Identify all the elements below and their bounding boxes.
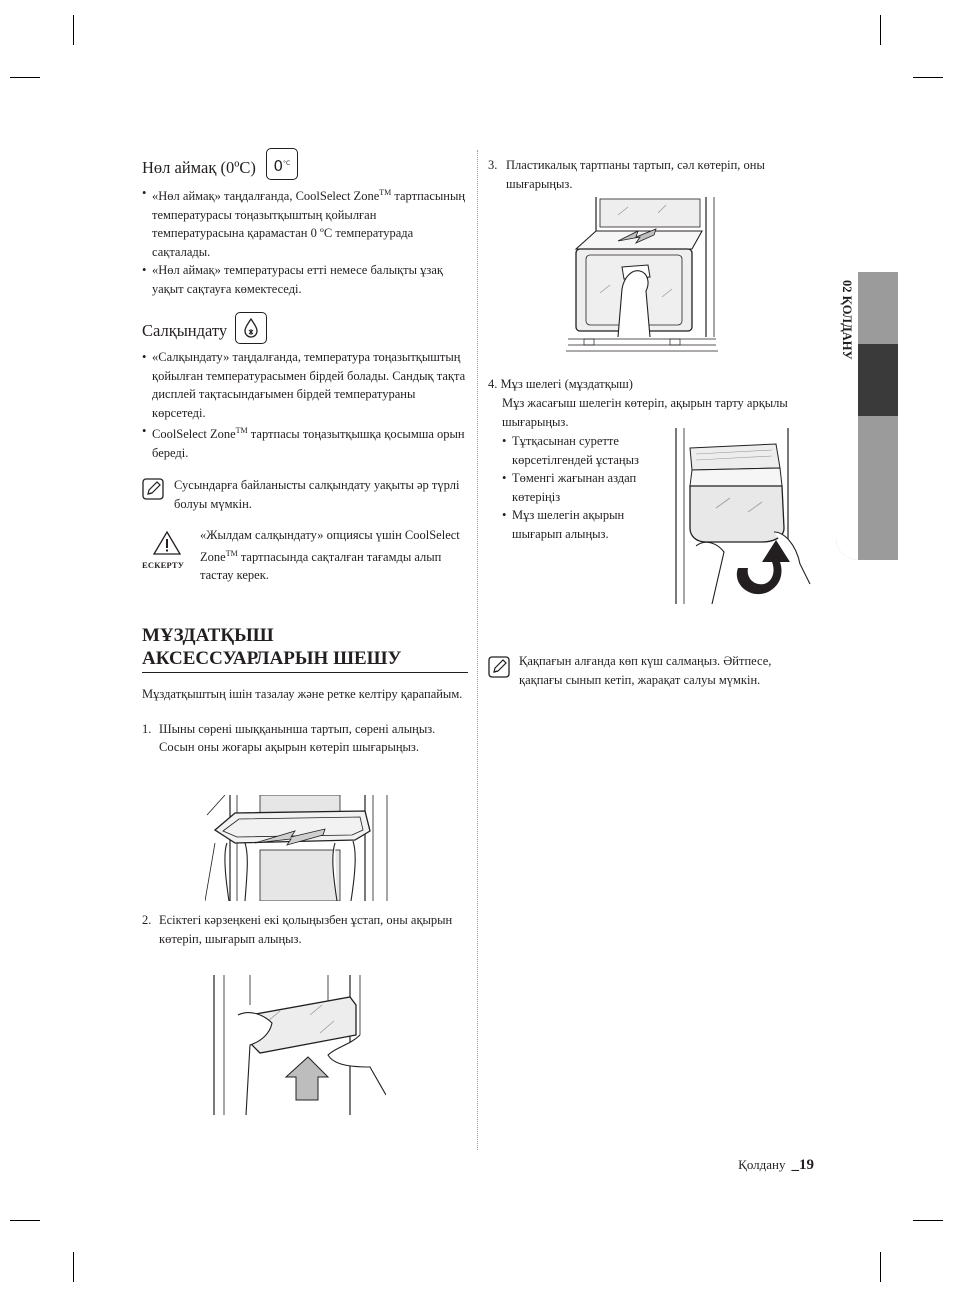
zero-zone-bullet-1-text-a: «Нөл аймақ» таңдалғанда, CoolSelect Zone bbox=[152, 189, 380, 204]
crop-mark bbox=[880, 1252, 881, 1282]
crop-mark bbox=[913, 1220, 943, 1221]
column-divider bbox=[477, 150, 478, 1150]
crop-mark bbox=[10, 77, 40, 78]
shelf-removal-illustration bbox=[205, 795, 391, 901]
section-intro: Мұздатқыштың ішін тазалау және ретке келтіру қарапайым. bbox=[142, 687, 463, 702]
chill-drop-icon bbox=[235, 312, 267, 344]
step-1 bbox=[142, 720, 468, 757]
trademark-sup: TM bbox=[225, 548, 238, 558]
zero-zone-section bbox=[142, 148, 468, 298]
step-2-number: 2. bbox=[142, 913, 152, 927]
note-block-1 bbox=[142, 476, 468, 516]
step-4-title: 4. Мұз шелегі (мұздатқыш) bbox=[488, 377, 633, 391]
drawer-removal-illustration bbox=[566, 197, 718, 355]
step-4-intro: Мұз жасағыш шелегін көтеріп, ақырын тарту арқылы шығарыңыз. bbox=[502, 396, 788, 429]
page-footer bbox=[640, 1156, 814, 1174]
crop-mark bbox=[913, 77, 943, 78]
zero-zone-bullet-1 bbox=[142, 184, 468, 261]
crop-mark bbox=[10, 1220, 40, 1221]
chill-bullet-2 bbox=[142, 422, 468, 462]
trademark-sup: TM bbox=[235, 426, 248, 436]
caution-block bbox=[142, 526, 468, 586]
step-1-text: Шыны сөрені шыққанынша тартып, сөрені алыңыз. Сосын оны жоғары ақырын көтеріп шығарыңыз. bbox=[159, 721, 436, 755]
note-block-2 bbox=[488, 652, 810, 712]
step-3 bbox=[488, 156, 824, 193]
chill-bullet-2-text-b: тартпасы тоңазытқышқа қосымша орын береді. bbox=[152, 427, 465, 460]
chill-bullet-1: • «Салқындату» таңдалғанда, температура тоңазытқыштың қойылған температурасымен бірдей болады. Сандық тақта дисплей тақтасындағымен бірдей температураны көрсетеді. bbox=[142, 348, 468, 422]
zero-zone-bullet-1-text-b: тартпасының температурасы тоңазытқыштың қойылған температурасына қарамастан 0 ºC температурада сақталады. bbox=[152, 189, 466, 259]
side-tab-active-block bbox=[858, 344, 898, 416]
door-basket-illustration bbox=[210, 975, 386, 1115]
step-1-number: 1. bbox=[142, 721, 152, 736]
page-number: _19 bbox=[791, 1157, 814, 1173]
crop-mark bbox=[73, 1252, 74, 1282]
chill-section bbox=[142, 312, 468, 462]
crop-mark bbox=[73, 15, 74, 45]
left-column bbox=[142, 148, 468, 757]
step-3-number: 3. bbox=[488, 158, 498, 172]
caution-text-a: «Жылдам салқындату» опциясы үшін CoolSelect Zone bbox=[200, 528, 460, 564]
step-4-bullet-1: • Тұтқасынан суретте көрсетілгендей ұстаңыз bbox=[502, 432, 654, 469]
zero-zone-heading: Нөл аймақ (0ºC) bbox=[142, 158, 256, 177]
side-tab bbox=[836, 272, 898, 560]
note-pencil-icon bbox=[142, 478, 164, 500]
section-title-line-1: МҰЗДАТҚЫШ bbox=[142, 625, 274, 647]
step-2 bbox=[142, 911, 468, 948]
zero-degree-icon bbox=[266, 148, 298, 180]
note-pencil-icon bbox=[488, 656, 510, 678]
step-2-text: Есіктегі кәрзеңкені екі қолыңызбен ұстап, оны ақырын көтеріп, шығарып алыңыз. bbox=[159, 913, 453, 946]
step-4-bullet-2: • Төменгі жағынан аздап көтеріңіз bbox=[502, 469, 654, 506]
step-4-bullet-3: • Мұз шелегін ақырын шығарып алыңыз. bbox=[502, 506, 654, 543]
crop-mark bbox=[880, 15, 881, 45]
step-4-bullets bbox=[502, 432, 654, 543]
note-text-2: Қақпағын алғанда көп күш салмаңыз. Әйтпесе, қақпағы сынып кетіп, жарақат салуы мүмкін. bbox=[519, 654, 772, 687]
chill-bullet-2-text-a: CoolSelect Zone bbox=[152, 427, 236, 442]
caution-text bbox=[200, 526, 468, 585]
section-title-block bbox=[142, 624, 468, 673]
caution-label: ЕСКЕРТУ bbox=[142, 560, 185, 571]
footer-label: Қолдану bbox=[738, 1157, 786, 1172]
trademark-sup: TM bbox=[379, 188, 392, 197]
caution-triangle-icon bbox=[152, 530, 182, 556]
zero-degree-icon-unit: °C bbox=[283, 160, 291, 167]
note-text-1: Сусындарға байланысты салқындату уақыты әр түрлі болуы мүмкін. bbox=[174, 478, 460, 511]
side-tab-label: 02 ҚОЛДАНУ bbox=[840, 280, 854, 360]
caution-text-b: тартпасында сақталған тағамды алып тастау керек. bbox=[200, 549, 442, 583]
chill-heading: Салқындату bbox=[142, 321, 228, 341]
step-3-text: Пластикалық тартпаны тартып, сәл көтеріп, оны шығарыңыз. bbox=[506, 158, 765, 191]
zero-degree-icon-glyph: 0 bbox=[273, 157, 284, 175]
zero-zone-bullet-2: • «Нөл аймақ» температурасы етті немесе балықты ұзақ уақыт сақтауға көмектеседі. bbox=[142, 261, 468, 298]
section-title-line-2: АКСЕССУАРЛАРЫН ШЕШУ bbox=[142, 648, 402, 670]
ice-bucket-illustration bbox=[672, 428, 814, 604]
